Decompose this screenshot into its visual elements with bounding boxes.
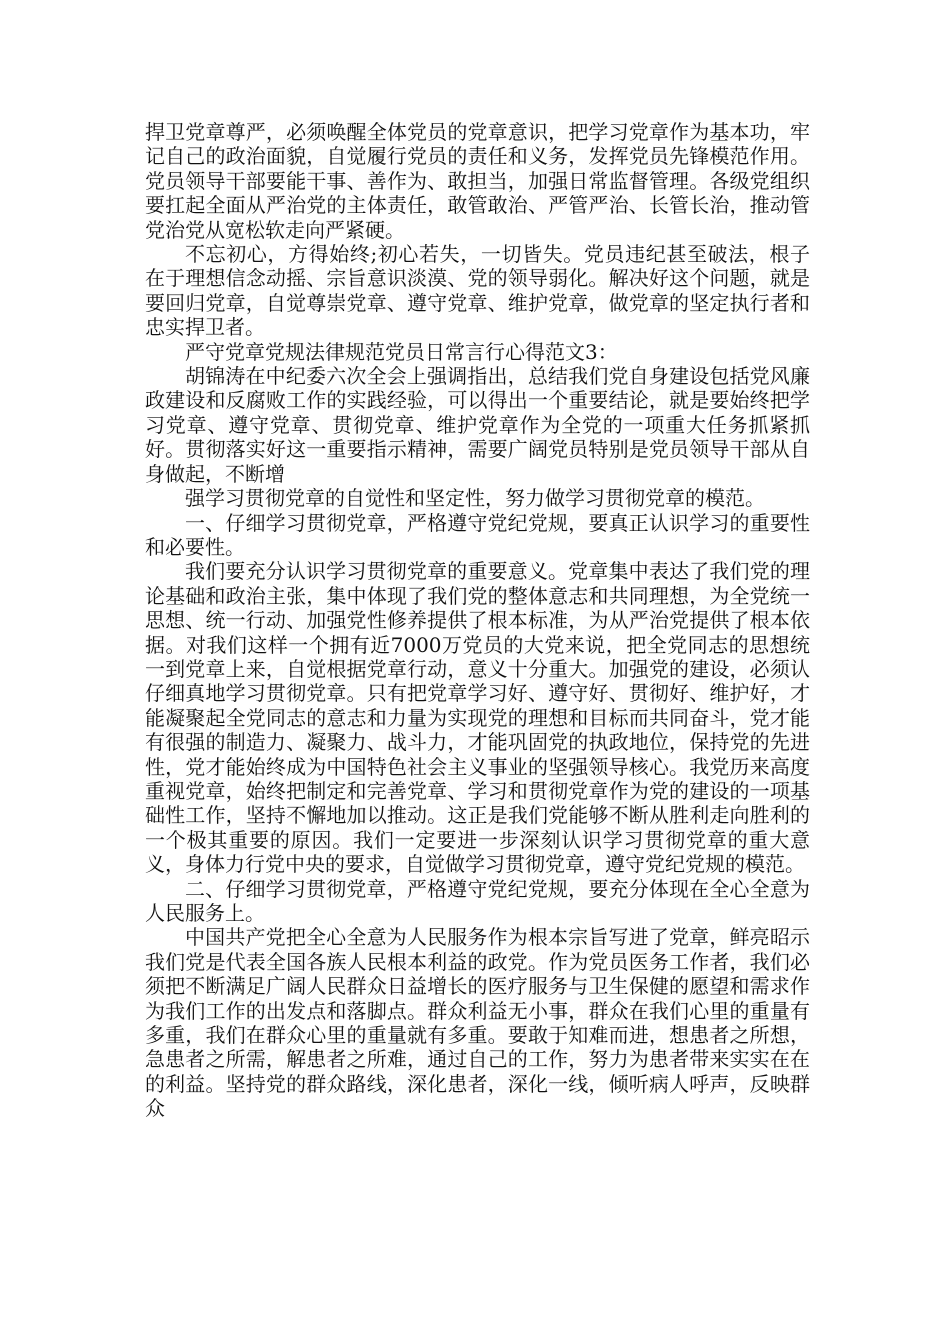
paragraph-2: 不忘初心，方得始终;初心若失，一切皆失。党员违纪甚至破法，根子在于理想信念动摇、宗旨意识淡漠、党的领导弱化。解决好这个问题，就是要回归党章，自觉尊崇党章、遵守党章、维护党章，做党章的坚定执行者和忠实捍卫者。 [145,242,810,340]
paragraph-1: 捍卫党章尊严，必须唤醒全体党员的党章意识，把学习党章作为基本功，牢记自己的政治面貌，自觉履行党员的责任和义务，发挥党员先锋模范作用。党员领导干部要能干事、善作为、敢担当，加强日常监督管理。各级党组织要扛起全面从严治党的主体责任，敢管敢治、严管严治、长管长治，推动管党治党从宽松软走向严紧硬。 [145,120,810,242]
document-page [145,120,810,1121]
section-heading-1: 一、仔细学习贯彻党章，严格遵守党纪党规，要真正认识学习的重要性和必要性。 [145,510,810,559]
paragraph-7: 我们要充分认识学习贯彻党章的重要意义。党章集中表达了我们党的理论基础和政治主张，集中体现了我们党的整体意志和共同理想，为全党统一思想、统一行动、加强党性修养提供了根本标准，为从严治党提供了根本依据。对我们这样一个拥有近7000万党员的大党来说，把全党同志的思想统一到党章上来，自觉根据党章行动，意义十分重大。加强党的建设，必须认仔细真地学习贯彻党章。只有把党章学习好、遵守好、贯彻好、维护好，才能凝聚起全党同志的意志和力量为实现党的理想和目标而共同奋斗，党才能有很强的制造力、凝聚力、战斗力，才能巩固党的执政地位，保持党的先进性，党才能始终成为中国特色社会主义事业的坚强领导核心。我党历来高度重视党章，始终把制定和完善党章、学习和贯彻党章作为党的建设的一项基础性工作，坚持不懈地加以推动。这正是我们党能够不断从胜利走向胜利的一个极其重要的原因。我们一定要进一步深刻认识学习贯彻党章的重大意义，身体力行党中央的要求，自觉做学习贯彻党章，遵守党纪党规的模范。 [145,559,810,877]
paragraph-4: 胡锦涛在中纪委六次全会上强调指出，总结我们党自身建设包括党风廉政建设和反腐败工作的实践经验，可以得出一个重要结论，就是要始终把学习党章、遵守党章、贯彻党章、维护党章作为全党的一项重大任务抓紧抓好。贯彻落实好这一重要指示精神，需要广阔党员特别是党员领导干部从自身做起，不断增 [145,364,810,486]
section-heading-2: 二、仔细学习贯彻党章，严格遵守党纪党规，要充分体现在全心全意为人民服务上。 [145,876,810,925]
section-heading-essay-3: 严守党章党规法律规范党员日常言行心得范文3： [185,339,618,364]
paragraph-9: 中国共产党把全心全意为人民服务作为根本宗旨写进了党章，鲜亮昭示我们党是代表全国各族人民根本利益的政党。作为党员医务工作者，我们必须把不断满足广阔人民群众日益增长的医疗服务与卫生保健的愿望和需求作为我们工作的出发点和落脚点。群众利益无小事，群众在我们心里的重量有多重，我们在群众心里的重量就有多重。要敢于知难而进，想患者之所想，急患者之所需，解患者之所难，通过自己的工作，努力为患者带来实实在在的利益。坚持党的群众路线，深化患者，深化一线，倾听病人呼声，反映群众 [145,925,810,1121]
paragraph-5: 强学习贯彻党章的自觉性和坚定性，努力做学习贯彻党章的模范。 [185,486,765,511]
